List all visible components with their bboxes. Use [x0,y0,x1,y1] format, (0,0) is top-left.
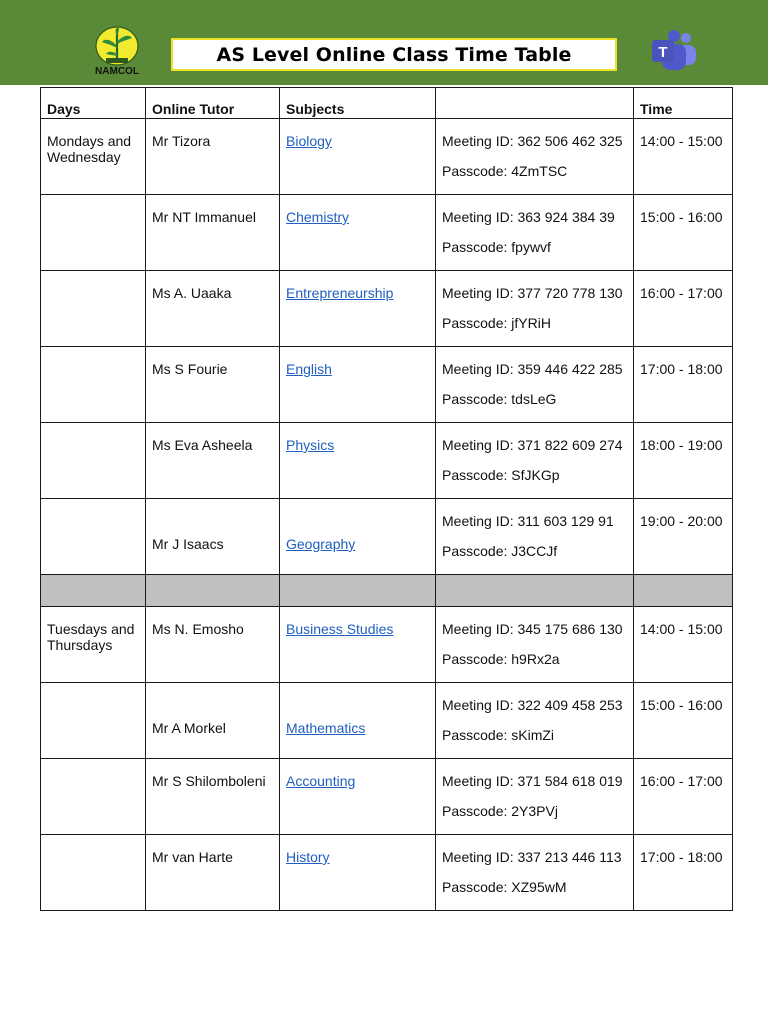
passcode: Passcode: sKimZi [442,727,555,743]
subject-cell [280,347,436,423]
table-row [41,759,733,835]
tutor-cell: Ms N. Emosho [146,607,280,683]
days-cell [41,195,146,271]
meeting-id: Meeting ID: 371 584 618 019 [442,773,623,789]
subject-link[interactable]: Accounting [286,773,356,789]
subject-cell [280,683,436,759]
namcol-logo [86,24,148,76]
separator-cell [280,575,436,607]
meeting-id: Meeting ID: 337 213 446 113 [442,849,622,865]
timetable [40,87,733,911]
meeting-id: Meeting ID: 359 446 422 285 [442,361,623,377]
col-header-days: Days [41,88,146,119]
meeting-cell [436,499,634,575]
days-cell: Tuesdays and Thursdays [41,607,146,683]
logo-text: NAMCOL [95,66,139,76]
meeting-cell [436,607,634,683]
header-banner [0,0,768,85]
passcode: Passcode: XZ95wM [442,879,567,895]
table-row [41,347,733,423]
time-cell: 16:00 - 17:00 [634,271,733,347]
page-title: AS Level Online Class Time Table [171,38,617,71]
days-cell [41,683,146,759]
meeting-id: Meeting ID: 322 409 458 253 [442,697,623,713]
tutor-cell: Ms Eva Asheela [146,423,280,499]
tutor-cell: Mr van Harte [146,835,280,911]
col-header-time: Time [634,88,733,119]
days-cell [41,423,146,499]
separator-cell [436,575,634,607]
time-cell: 16:00 - 17:00 [634,759,733,835]
separator-cell [146,575,280,607]
subject-link[interactable]: History [286,849,330,865]
subject-link[interactable]: Chemistry [286,209,350,225]
subject-cell [280,423,436,499]
tutor-cell: Mr A Morkel [146,683,280,759]
table-row [41,835,733,911]
time-cell: 17:00 - 18:00 [634,835,733,911]
passcode: Passcode: h9Rx2a [442,651,560,667]
time-cell: 18:00 - 19:00 [634,423,733,499]
days-cell [41,347,146,423]
meeting-cell [436,195,634,271]
meeting-cell [436,759,634,835]
meeting-cell [436,271,634,347]
time-cell: 14:00 - 15:00 [634,119,733,195]
meeting-cell [436,423,634,499]
time-cell: 15:00 - 16:00 [634,683,733,759]
col-header-tutor: Online Tutor [146,88,280,119]
tutor-cell: Mr J Isaacs [146,499,280,575]
tutor-cell: Mr NT Immanuel [146,195,280,271]
table-row [41,499,733,575]
table-row [41,683,733,759]
subject-link[interactable]: Business Studies [286,621,394,637]
time-cell: 17:00 - 18:00 [634,347,733,423]
tutor-cell: Ms S Fourie [146,347,280,423]
table-row [41,607,733,683]
subject-cell [280,271,436,347]
passcode: Passcode: 2Y3PVj [442,803,558,819]
teams-icon [650,30,700,72]
passcode: Passcode: SfJKGp [442,467,560,483]
meeting-id: Meeting ID: 311 603 129 91 [442,513,614,529]
col-header-subjects: Subjects [280,88,436,119]
subject-link[interactable]: Physics [286,437,335,453]
separator-cell [41,575,146,607]
header-row [41,88,733,119]
passcode: Passcode: tdsLeG [442,391,557,407]
table-row [41,271,733,347]
tutor-cell: Ms A. Uaaka [146,271,280,347]
table-row [41,423,733,499]
days-cell: Mondays and Wednesday [41,119,146,195]
days-cell [41,499,146,575]
subject-cell [280,607,436,683]
time-cell: 19:00 - 20:00 [634,499,733,575]
table-row [41,119,733,195]
subject-link[interactable]: Mathematics [286,720,366,736]
subject-link[interactable]: Biology [286,133,332,149]
subject-link[interactable]: Geography [286,536,356,552]
subject-cell [280,499,436,575]
passcode: Passcode: jfYRiH [442,315,551,331]
meeting-cell [436,835,634,911]
meeting-id: Meeting ID: 345 175 686 130 [442,621,623,637]
teams-letter: T [658,44,668,61]
meeting-id: Meeting ID: 377 720 778 130 [442,285,623,301]
subject-cell [280,195,436,271]
col-header-meeting [436,88,634,119]
meeting-id: Meeting ID: 371 822 609 274 [442,437,623,453]
passcode: Passcode: fpywvf [442,239,551,255]
subject-cell [280,835,436,911]
tutor-cell: Mr Tizora [146,119,280,195]
time-cell: 15:00 - 16:00 [634,195,733,271]
subject-link[interactable]: English [286,361,332,377]
subject-cell [280,119,436,195]
time-cell: 14:00 - 15:00 [634,607,733,683]
days-cell [41,759,146,835]
passcode: Passcode: 4ZmTSC [442,163,568,179]
subject-link[interactable]: Entrepreneurship [286,285,394,301]
table-row [41,195,733,271]
subject-cell [280,759,436,835]
days-cell [41,271,146,347]
meeting-cell [436,347,634,423]
tutor-cell: Mr S Shilomboleni [146,759,280,835]
separator-cell [634,575,733,607]
days-cell [41,835,146,911]
meeting-id: Meeting ID: 362 506 462 325 [442,133,623,149]
separator-row [41,575,733,607]
meeting-id: Meeting ID: 363 924 384 39 [442,209,615,225]
passcode: Passcode: J3CCJf [442,543,558,559]
meeting-cell [436,119,634,195]
meeting-cell [436,683,634,759]
